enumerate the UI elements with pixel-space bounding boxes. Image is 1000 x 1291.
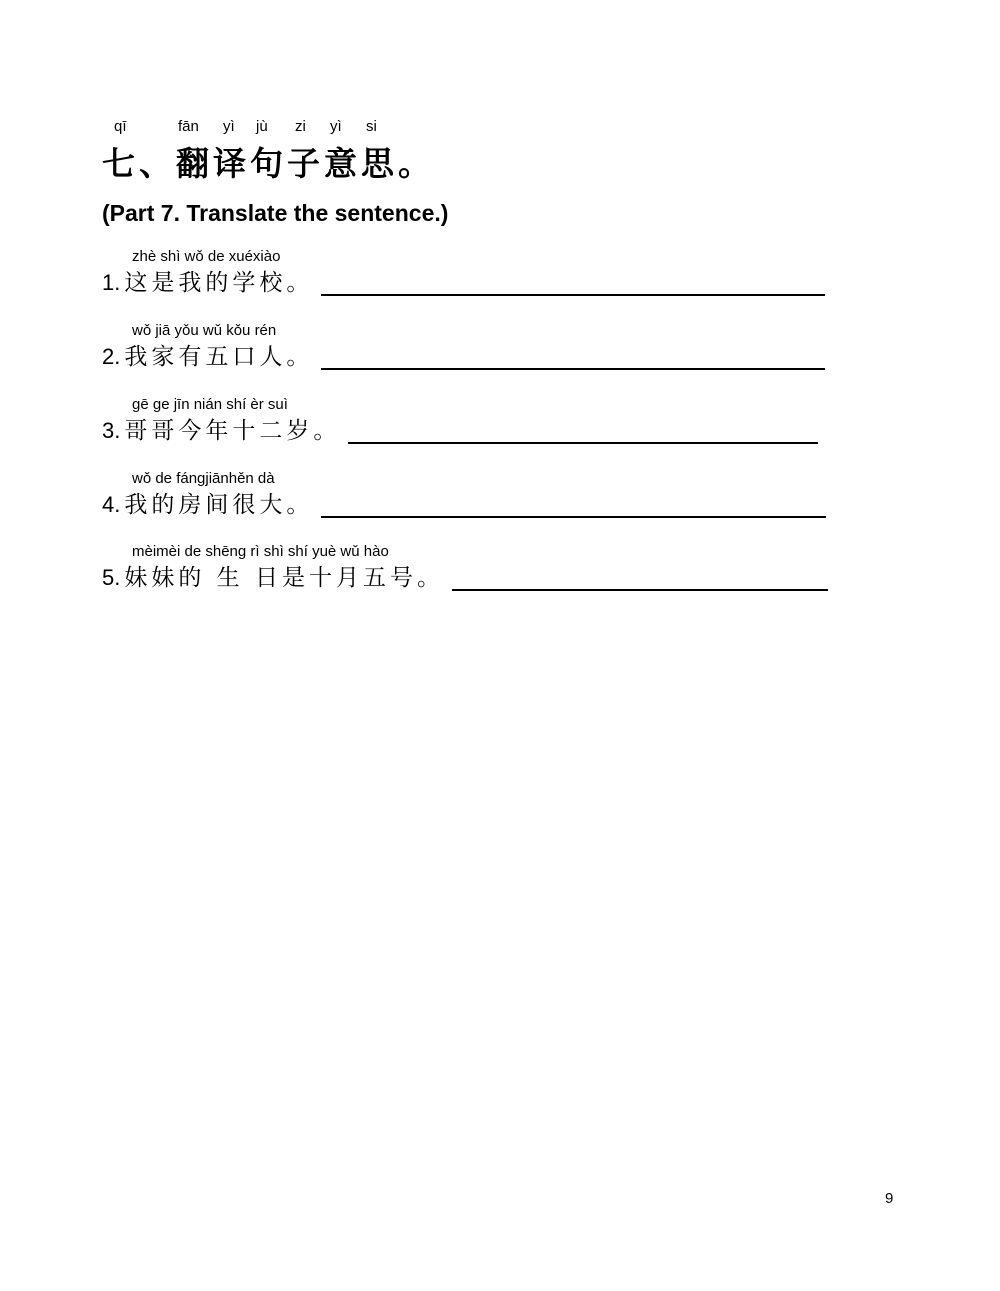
question-sentence: 这是我的学校。 [124, 270, 314, 296]
answer-blank[interactable] [321, 490, 826, 518]
question-item [102, 470, 862, 540]
pinyin-syllable: zi [295, 118, 306, 135]
question-pinyin: gē ge jīn nián shí èr suì [132, 396, 288, 413]
answer-blank[interactable] [321, 268, 825, 296]
answer-blank[interactable] [348, 416, 818, 444]
question-sentence: 我的房间很大。 [124, 492, 314, 518]
question-pinyin: wǒ de fángjiānhěn dà [132, 470, 275, 487]
section-title: 七、翻译句子意思。 [102, 144, 435, 183]
question-line [102, 563, 828, 593]
question-number: 2. [102, 344, 121, 369]
answer-blank[interactable] [321, 342, 825, 370]
question-sentence: 哥哥今年十二岁。 [124, 418, 341, 444]
page-number: 9 [885, 1190, 894, 1207]
question-number: 4. [102, 492, 121, 517]
question-line [102, 490, 826, 520]
question-pinyin: zhè shì wǒ de xuéxiào [132, 248, 281, 265]
question-item [102, 396, 862, 466]
pinyin-syllable: fān [178, 118, 199, 135]
pinyin-syllable: yì [223, 118, 235, 135]
pinyin-syllable: jù [256, 118, 268, 135]
pinyin-syllable: qī [114, 118, 127, 135]
question-sentence: 我家有五口人。 [124, 344, 314, 370]
question-number: 1. [102, 270, 121, 295]
question-number: 5. [102, 565, 121, 590]
pinyin-syllable: si [366, 118, 377, 135]
question-item [102, 543, 862, 613]
section-subtitle: (Part 7. Translate the sentence.) [102, 200, 449, 226]
question-line [102, 416, 818, 446]
answer-blank[interactable] [452, 563, 828, 591]
pinyin-syllable: yì [330, 118, 342, 135]
question-sentence: 妹妹的 生 日是十月五号。 [124, 565, 444, 591]
question-item [102, 248, 862, 318]
question-line [102, 268, 825, 298]
question-pinyin: mèimèi de shēng rì shì shí yuè wǔ hào [132, 543, 389, 560]
question-item [102, 322, 862, 392]
question-line [102, 342, 825, 372]
question-number: 3. [102, 418, 121, 443]
question-pinyin: wǒ jiā yǒu wǔ kǒu rén [132, 322, 277, 339]
